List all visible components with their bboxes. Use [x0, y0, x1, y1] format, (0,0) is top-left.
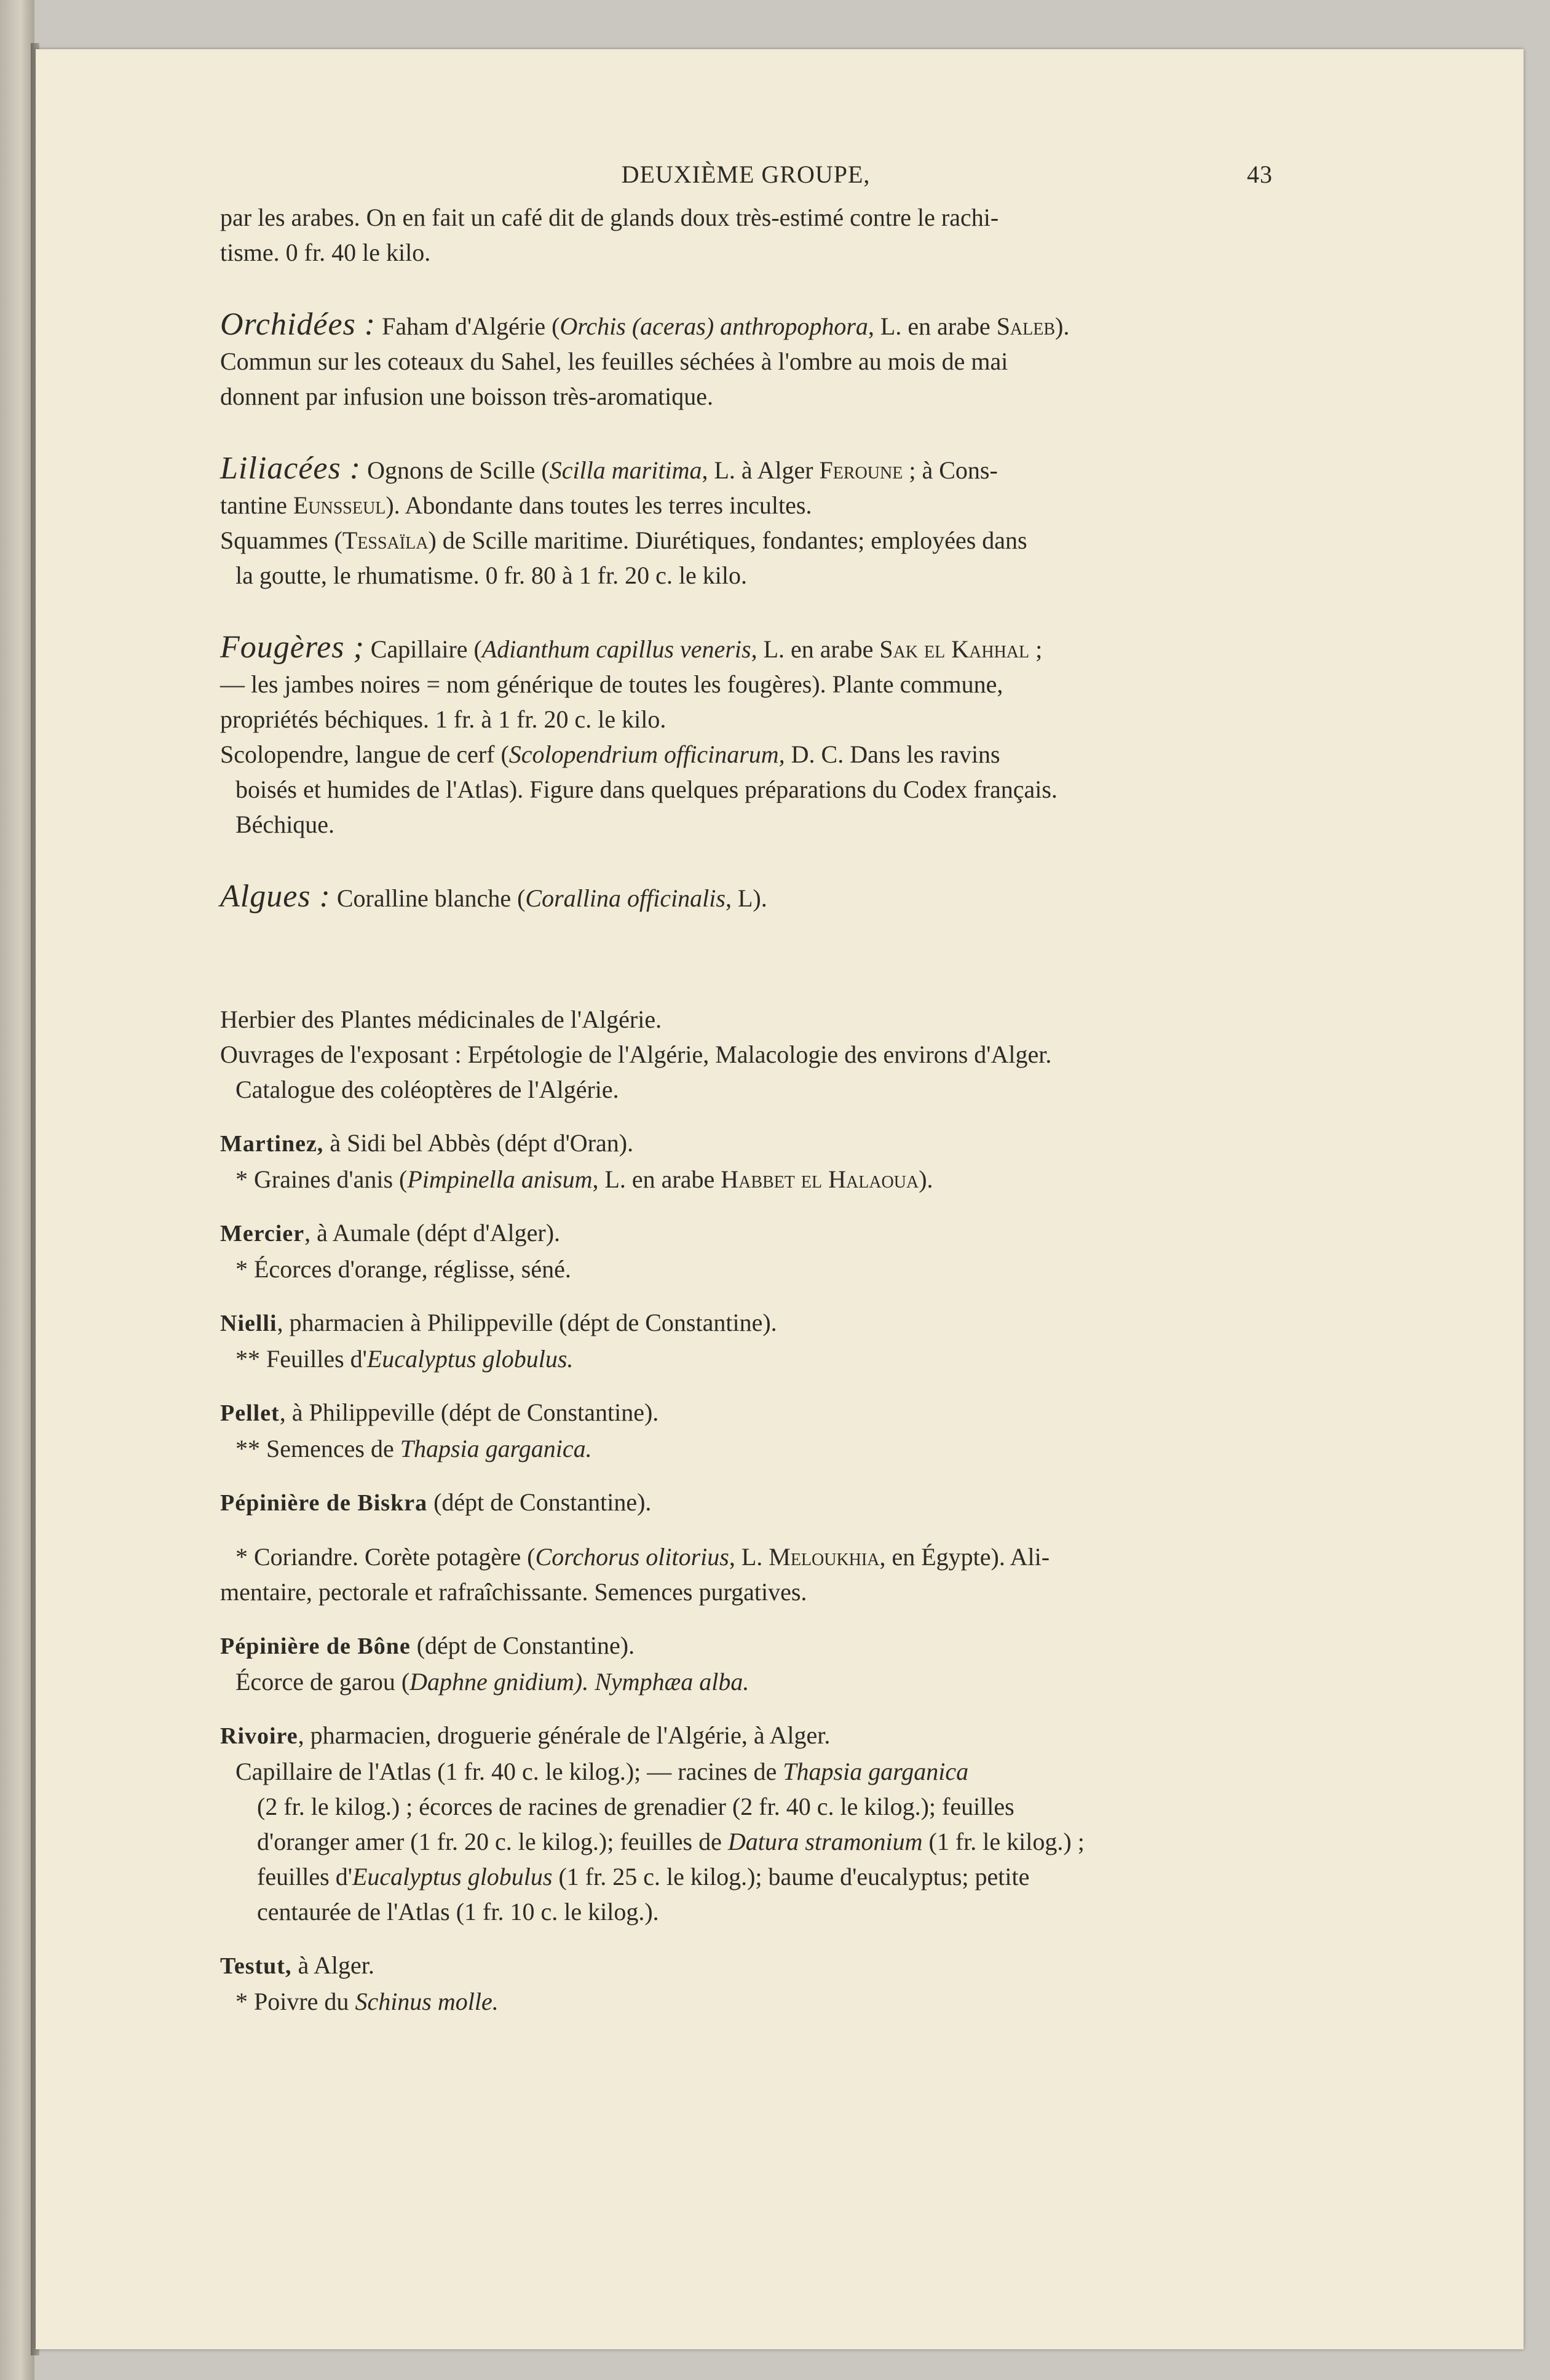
- text-line: Ouvrages de l'exposant : Erpétologie de l'Algérie, Malacologie des environs d'Alger.: [220, 1041, 1052, 1068]
- text-line: mentaire, pectorale et rafraîchissante. Semences purgatives.: [220, 1578, 807, 1606]
- text-line: — les jambes noires = nom générique de toutes les fougères). Plante commune,: [220, 670, 1003, 698]
- exhibitor-name: Testut,: [220, 1953, 292, 1979]
- text-line: propriétés béchiques. 1 fr. à 1 fr. 20 c. le kilo.: [220, 705, 666, 733]
- text-line: Liliacées : Ognons de Scille (Scilla maritima, L. à Alger Feroune ; à Cons-: [220, 451, 998, 486]
- section-algues: [220, 879, 1271, 916]
- text-line: Capillaire de l'Atlas (1 fr. 40 c. le kilog.); — racines de Thapsia garganica: [235, 1758, 969, 1785]
- text-line: Mercier, à Aumale (dépt d'Alger).: [220, 1219, 561, 1247]
- text-line: * Coriandre. Corète potagère (Corchorus olitorius, L. Meloukhia, en Égypte). Ali-: [235, 1543, 1050, 1571]
- facing-page-edge: [0, 0, 34, 2380]
- text-line: (2 fr. le kilog.) ; écorces de racines de grenadier (2 fr. 40 c. le kilog.); feuilles: [257, 1793, 1014, 1820]
- text-line: Martinez, à Sidi bel Abbès (dépt d'Oran).: [220, 1129, 634, 1157]
- exhibitor-name: Nielli: [220, 1311, 277, 1336]
- text-line: * Graines d'anis (Pimpinella anisum, L. en arabe Habbet el Halaoua).: [235, 1165, 933, 1193]
- text-line: ** Feuilles d'Eucalyptus globulus.: [235, 1345, 574, 1373]
- page-number: 43: [1247, 161, 1273, 188]
- section-heading: Orchidées :: [220, 307, 376, 342]
- exhibitor-name: Rivoire: [220, 1723, 298, 1749]
- text-line: Scolopendre, langue de cerf (Scolopendrium officinarum, D. C. Dans les ravins: [220, 740, 1000, 768]
- text-line: Commun sur les coteaux du Sahel, les feuilles séchées à l'ombre au mois de mai: [220, 347, 1008, 375]
- text-line: Nielli, pharmacien à Philippeville (dépt de Constantine).: [220, 1309, 777, 1336]
- section-orchidees: [220, 307, 1271, 414]
- intro-paragraph: [220, 200, 1271, 270]
- text-line: Catalogue des coléoptères de l'Algérie.: [235, 1076, 619, 1103]
- section-heading: Liliacées :: [220, 451, 362, 486]
- exhibitor-name: Pépinière de Bône: [220, 1633, 411, 1659]
- section-heading: Algues :: [220, 879, 331, 914]
- text-line: Squammes (Tessaïla) de Scille maritime. Diurétiques, fondantes; employées dans: [220, 526, 1027, 554]
- entry-pepiniere-biskra: [220, 1485, 1271, 1609]
- text-line: feuilles d'Eucalyptus globulus (1 fr. 25 c. le kilog.); baume d'eucalyptus; petite: [257, 1863, 1030, 1890]
- text-line: tantine Eunsseul). Abondante dans toutes les terres incultes.: [220, 491, 812, 519]
- text-line: ** Semences de Thapsia garganica.: [235, 1435, 592, 1462]
- text-line: d'oranger amer (1 fr. 20 c. le kilog.); feuilles de Datura stramonium (1 fr. le kilog.) ;: [257, 1828, 1085, 1855]
- text-line: boisés et humides de l'Atlas). Figure dans quelques préparations du Codex français.: [235, 775, 1058, 803]
- text-line: Pépinière de Bône (dépt de Constantine).: [220, 1632, 635, 1659]
- exhibitor-name: Mercier: [220, 1221, 305, 1247]
- text-line: par les arabes. On en fait un café dit de glands doux très-estimé contre le rachi-: [220, 204, 999, 231]
- entry-martinez: [220, 1125, 1271, 1197]
- entry-nielli: [220, 1305, 1271, 1376]
- running-header: [220, 157, 1271, 200]
- text-line: Pépinière de Biskra (dépt de Constantine).: [220, 1488, 652, 1516]
- text-line: centaurée de l'Atlas (1 fr. 10 c. le kilog.).: [257, 1898, 659, 1926]
- header-title: DEUXIÈME GROUPE,: [621, 161, 871, 188]
- entry-rivoire: [220, 1718, 1271, 1929]
- entry-pellet: [220, 1395, 1271, 1466]
- text-line: Béchique.: [235, 811, 335, 838]
- text-line: Algues : Coralline blanche (Corallina officinalis, L).: [220, 879, 767, 914]
- text-line: tisme. 0 fr. 40 le kilo.: [220, 239, 431, 266]
- page-content: [220, 157, 1271, 2019]
- text-line: donnent par infusion une boisson très-aromatique.: [220, 383, 714, 410]
- entry-mercier: [220, 1215, 1271, 1287]
- exhibitor-name: Pépinière de Biskra: [220, 1490, 428, 1516]
- section-heading: Fougères ;: [220, 630, 365, 665]
- text-line: Testut, à Alger.: [220, 1951, 374, 1979]
- exhibitor-name: Pellet: [220, 1400, 280, 1426]
- text-line: la goutte, le rhumatisme. 0 fr. 80 à 1 fr. 20 c. le kilo.: [235, 561, 748, 589]
- book-page: [36, 49, 1524, 2349]
- text-line: Écorce de garou (Daphne gnidium). Nymphæa alba.: [235, 1668, 749, 1696]
- entry-testut: [220, 1948, 1271, 2019]
- entry-pepiniere-bone: [220, 1628, 1271, 1699]
- section-fougeres: [220, 630, 1271, 842]
- exhibitor-name: Martinez,: [220, 1131, 324, 1157]
- text-line: * Poivre du Schinus molle.: [235, 1988, 499, 2015]
- herbier-block: [220, 1002, 1271, 1107]
- section-liliacees: [220, 451, 1271, 593]
- text-line: Rivoire, pharmacien, droguerie générale de l'Algérie, à Alger.: [220, 1721, 831, 1749]
- text-line: * Écorces d'orange, réglisse, séné.: [235, 1255, 571, 1283]
- text-line: Orchidées : Faham d'Algérie (Orchis (aceras) anthropophora, L. en arabe Saleb).: [220, 307, 1070, 342]
- text-line: Fougères ; Capillaire (Adianthum capillus veneris, L. en arabe Sak el Kahhal ;: [220, 630, 1043, 665]
- text-line: Herbier des Plantes médicinales de l'Algérie.: [220, 1006, 662, 1033]
- text-line: Pellet, à Philippeville (dépt de Constantine).: [220, 1398, 659, 1426]
